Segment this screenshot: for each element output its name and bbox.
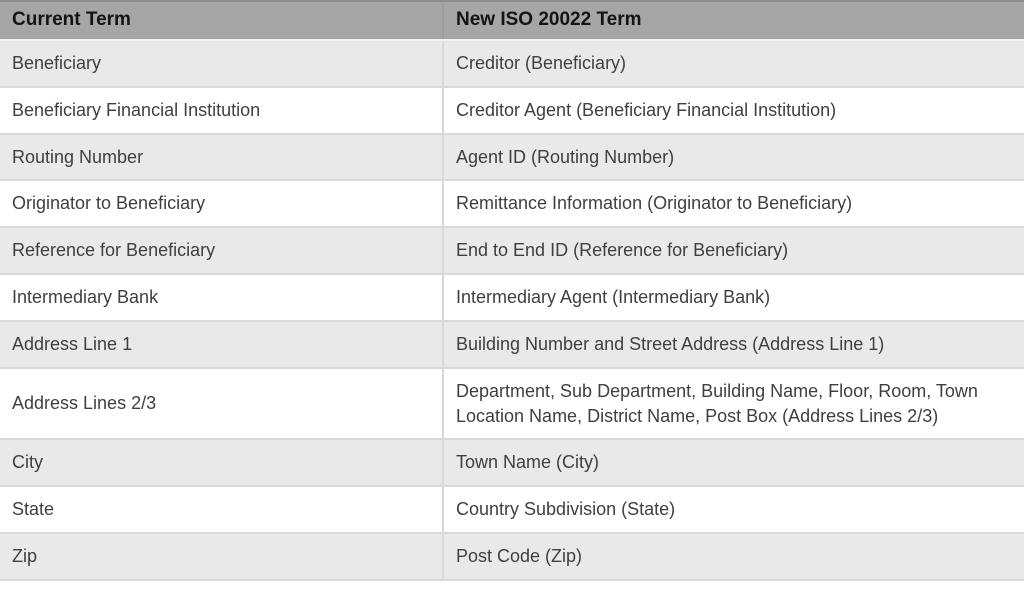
current-term-cell: Intermediary Bank — [0, 274, 443, 321]
iso-term-cell: Creditor Agent (Beneficiary Financial Institution) — [443, 87, 1024, 134]
current-term-cell: Beneficiary — [0, 40, 443, 87]
current-term-cell: Zip — [0, 533, 443, 580]
table-row — [0, 87, 1024, 134]
current-term-column-header: Current Term — [0, 1, 443, 40]
iso-term-cell: Creditor (Beneficiary) — [443, 40, 1024, 87]
table-row — [0, 274, 1024, 321]
iso-term-column-header: New ISO 20022 Term — [443, 1, 1024, 40]
current-term-cell: Address Line 1 — [0, 321, 443, 368]
current-term-cell: State — [0, 486, 443, 533]
current-term-cell: Reference for Beneficiary — [0, 227, 443, 274]
table-row — [0, 40, 1024, 87]
table-row — [0, 486, 1024, 533]
iso-term-cell: Country Subdivision (State) — [443, 486, 1024, 533]
iso-term-cell: Town Name (City) — [443, 439, 1024, 486]
iso-term-cell: Building Number and Street Address (Address Line 1) — [443, 321, 1024, 368]
current-term-cell: City — [0, 439, 443, 486]
iso-term-cell: Department, Sub Department, Building Name, Floor, Room, Town Location Name, District Name, Post Box (Address Lines 2/3) — [443, 368, 1024, 440]
table-row — [0, 533, 1024, 580]
table-row — [0, 180, 1024, 227]
table-row — [0, 368, 1024, 440]
table-row — [0, 134, 1024, 181]
table-header-row — [0, 1, 1024, 40]
table-row — [0, 439, 1024, 486]
current-term-cell: Beneficiary Financial Institution — [0, 87, 443, 134]
iso-term-cell: End to End ID (Reference for Beneficiary) — [443, 227, 1024, 274]
table-row — [0, 321, 1024, 368]
iso-term-cell: Agent ID (Routing Number) — [443, 134, 1024, 181]
current-term-cell: Address Lines 2/3 — [0, 368, 443, 440]
current-term-cell: Originator to Beneficiary — [0, 180, 443, 227]
iso-term-cell: Intermediary Agent (Intermediary Bank) — [443, 274, 1024, 321]
iso-term-cell: Post Code (Zip) — [443, 533, 1024, 580]
current-term-cell: Routing Number — [0, 134, 443, 181]
table-row — [0, 227, 1024, 274]
iso-term-cell: Remittance Information (Originator to Beneficiary) — [443, 180, 1024, 227]
